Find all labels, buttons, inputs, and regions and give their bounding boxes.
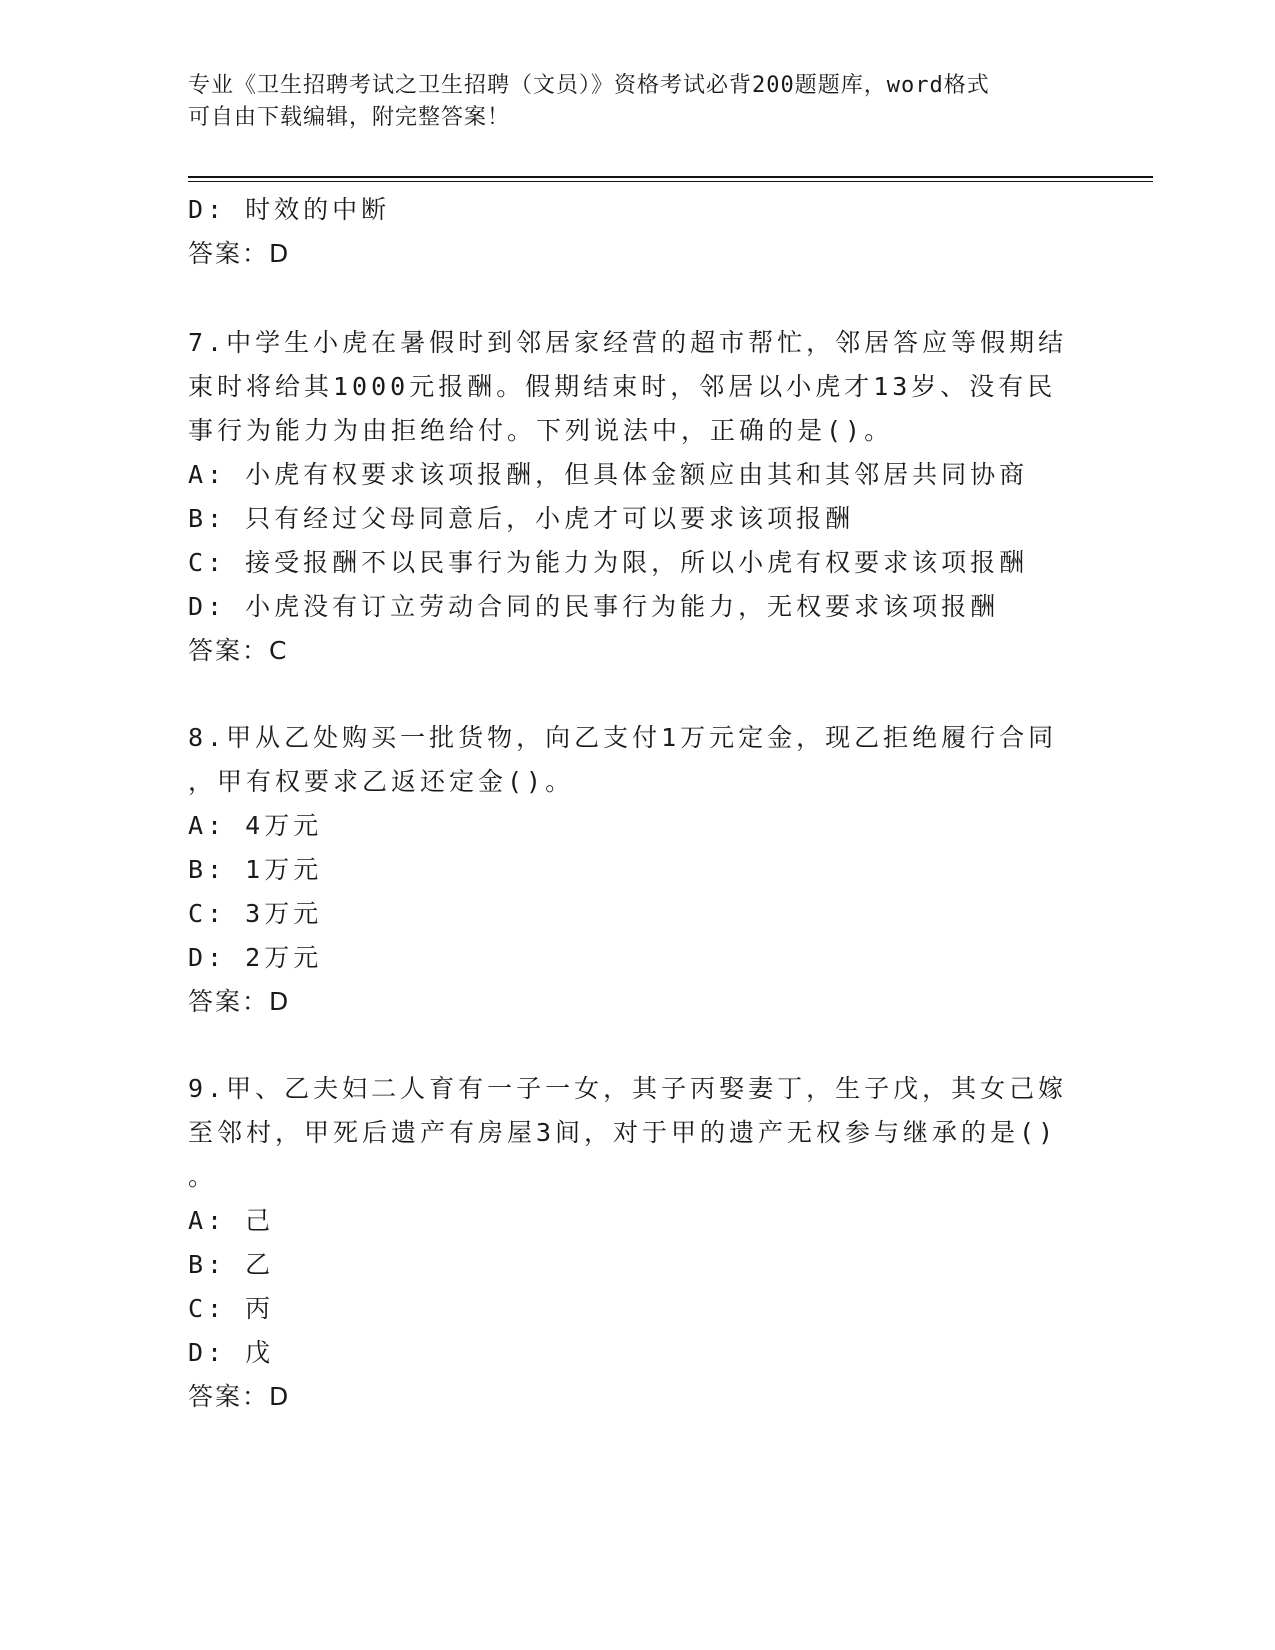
q8-answer: 答案：D bbox=[188, 987, 291, 1016]
q7-answer: 答案：C bbox=[188, 636, 289, 665]
q7-stem-line-1: 7.中学生小虎在暑假时到邻居家经营的超市帮忙，邻居答应等假期结 bbox=[188, 328, 1068, 357]
q9-answer: 答案：D bbox=[188, 1382, 291, 1411]
q7-stem-line-2: 束时将给其1000元报酬。假期结束时，邻居以小虎才13岁、没有民 bbox=[188, 372, 1057, 401]
q8-option-d: D: 2万元 bbox=[188, 943, 323, 972]
q9-stem-line-3: 。 bbox=[188, 1162, 218, 1191]
q7-option-a: A: 小虎有权要求该项报酬，但具体金额应由其和其邻居共同协商 bbox=[188, 460, 1029, 489]
q8-stem-line-1: 8.甲从乙处购买一批货物，向乙支付1万元定金，现乙拒绝履行合同 bbox=[188, 723, 1058, 752]
q9-option-d: D: 戊 bbox=[188, 1338, 275, 1367]
q6-answer: 答案：D bbox=[188, 239, 291, 268]
page-header bbox=[188, 70, 1068, 134]
q8-option-c: C: 3万元 bbox=[188, 899, 323, 928]
q9-option-a: A: 己 bbox=[188, 1206, 275, 1235]
q7-stem-line-3: 事行为能力为由拒绝给付。下列说法中，正确的是()。 bbox=[188, 416, 894, 445]
q6-option-d: D: 时效的中断 bbox=[188, 195, 391, 224]
q9-option-c: C: 丙 bbox=[188, 1294, 275, 1323]
q9-stem-line-1: 9.甲、乙夫妇二人育有一子一女，其子丙娶妻丁，生子戊，其女己嫁 bbox=[188, 1074, 1068, 1103]
q7-option-d: D: 小虎没有订立劳动合同的民事行为能力，无权要求该项报酬 bbox=[188, 592, 1000, 621]
q8-option-b: B: 1万元 bbox=[188, 855, 323, 884]
q8-stem-line-2: ，甲有权要求乙返还定金()。 bbox=[188, 767, 575, 796]
header-line-2: 可自由下载编辑，附完整答案！ bbox=[188, 105, 511, 130]
q8-option-a: A: 4万元 bbox=[188, 811, 323, 840]
q7-option-c: C: 接受报酬不以民事行为能力为限，所以小虎有权要求该项报酬 bbox=[188, 548, 1029, 577]
header-divider-thick bbox=[188, 176, 1153, 178]
q9-stem-line-2: 至邻村，甲死后遗产有房屋3间，对于甲的遗产无权参与继承的是() bbox=[188, 1118, 1058, 1147]
header-line-1: 专业《卫生招聘考试之卫生招聘（文员）》资格考试必背200题题库，word格式 bbox=[188, 73, 990, 98]
header-divider-thin bbox=[188, 181, 1153, 182]
q7-option-b: B: 只有经过父母同意后，小虎才可以要求该项报酬 bbox=[188, 504, 855, 533]
q9-option-b: B: 乙 bbox=[188, 1250, 275, 1279]
